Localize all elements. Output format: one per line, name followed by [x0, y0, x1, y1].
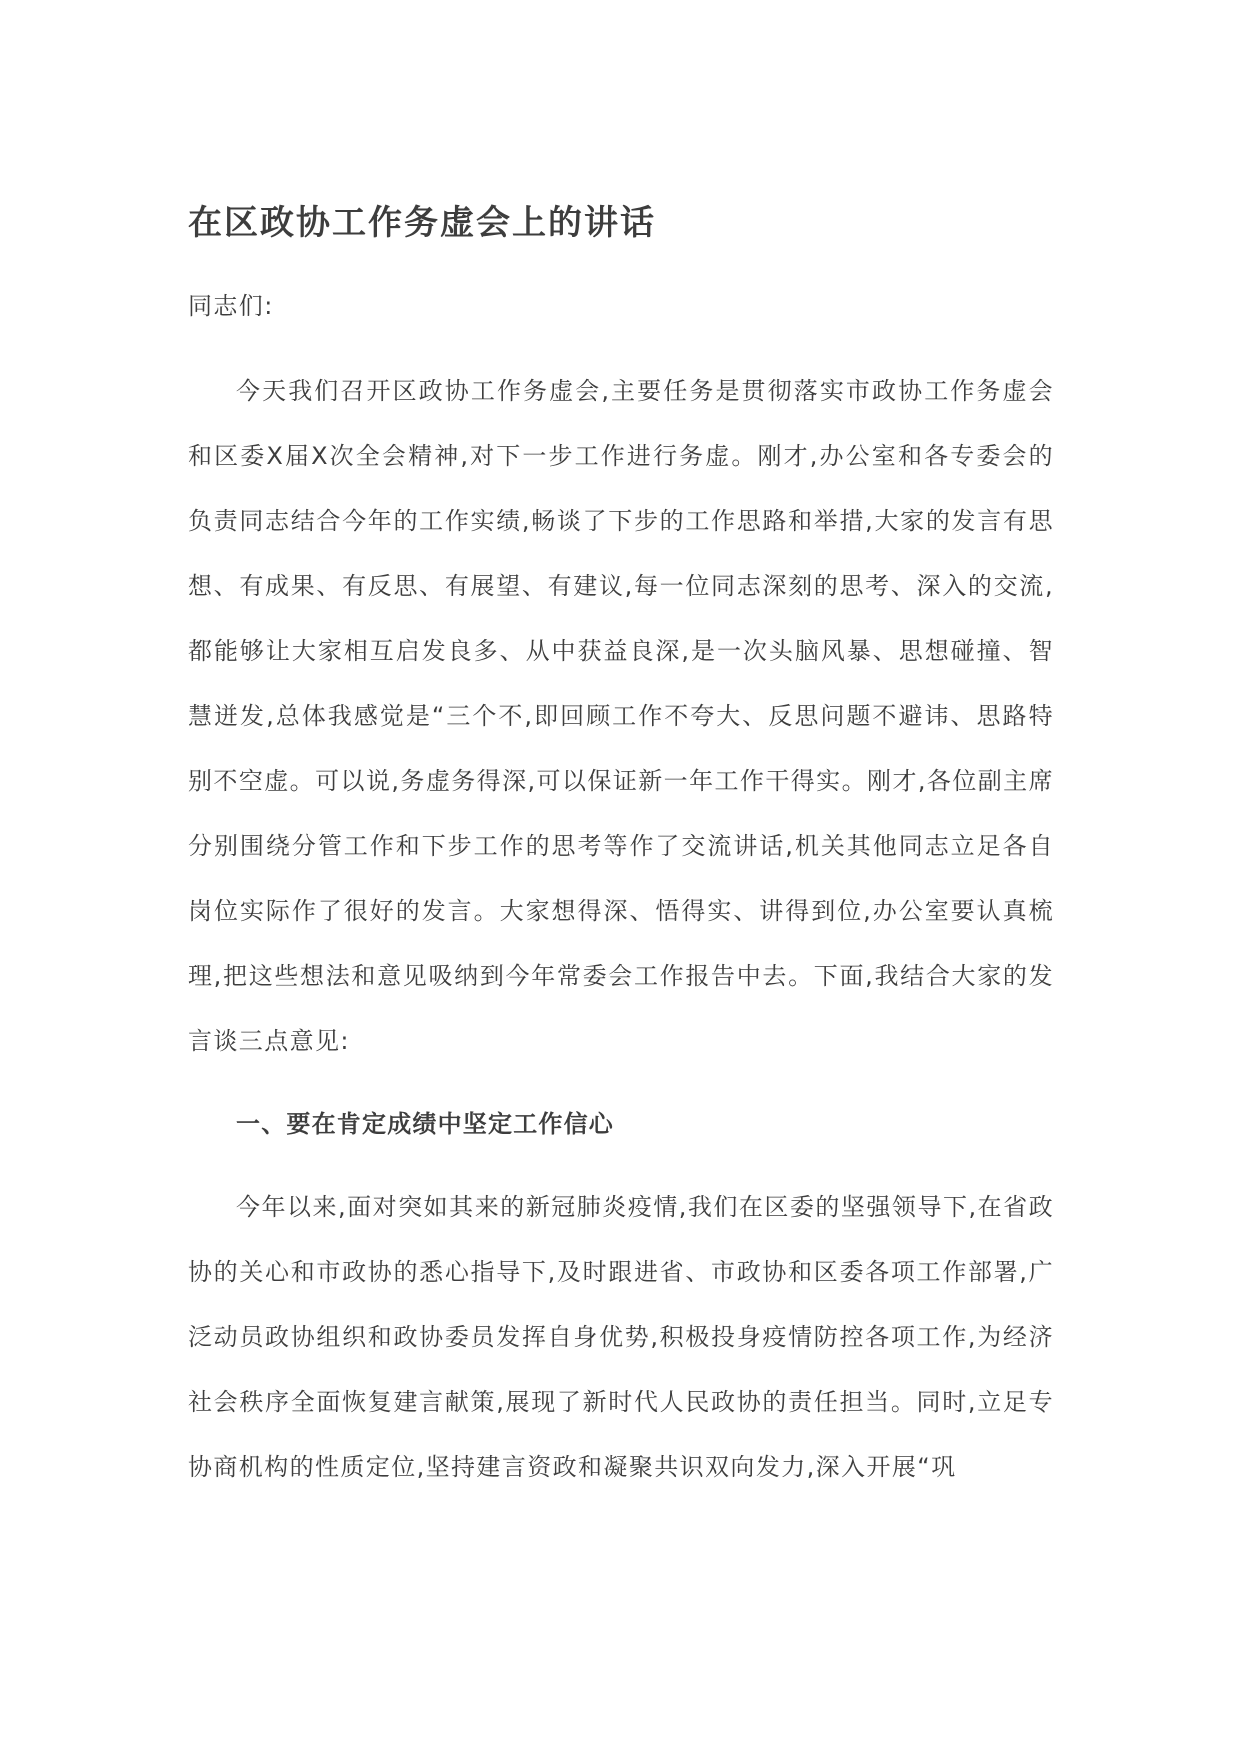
section-heading-1: 一、要在肯定成绩中坚定工作信心: [236, 1110, 614, 1138]
paragraph-section-1: 今年以来,面对突如其来的新冠肺炎疫情,我们在区委的坚强领导下,在省政协的关心和市政协的悉心指导下,及时跟进省、市政协和区委各项工作部署,广泛动员政协组织和政协委员发挥自身优势,积极投身疫情防控各项工作,为经济社会秩序全面恢复建言献策,展现了新时代人民政协的责任担当。同时,立足专协商机构的性质定位,坚持建言资政和凝聚共识双向发力,深入开展“巩: [188, 1193, 1054, 1481]
document-title: 在区政协工作务虚会上的讲话: [188, 203, 656, 243]
paragraph-intro: 今天我们召开区政协工作务虚会,主要任务是贯彻落实市政协工作务虚会和区委X届X次全会精神,对下一步工作进行务虚。刚才,办公室和各专委会的负责同志结合今年的工作实绩,畅谈了下步的工作思路和举措,大家的发言有思想、有成果、有反思、有展望、有建议,每一位同志深刻的思考、深入的交流,都能够让大家相互启发良多、从中获益良深,是一次头脑风暴、思想碰撞、智慧迸发,总体我感觉是“三个不,即回顾工作不夸大、反思问题不避讳、思路特别不空虚。可以说,务虚务得深,可以保证新一年工作干得实。刚才,各位副主席分别围绕分管工作和下步工作的思考等作了交流讲话,机关其他同志立足各自岗位实际作了很好的发言。大家想得深、悟得实、讲得到位,办公室要认真梳理,把这些想法和意见吸纳到今年常委会工作报告中去。下面,我结合大家的发言谈三点意见:: [188, 377, 1054, 1055]
salutation: 同志们:: [188, 292, 274, 320]
